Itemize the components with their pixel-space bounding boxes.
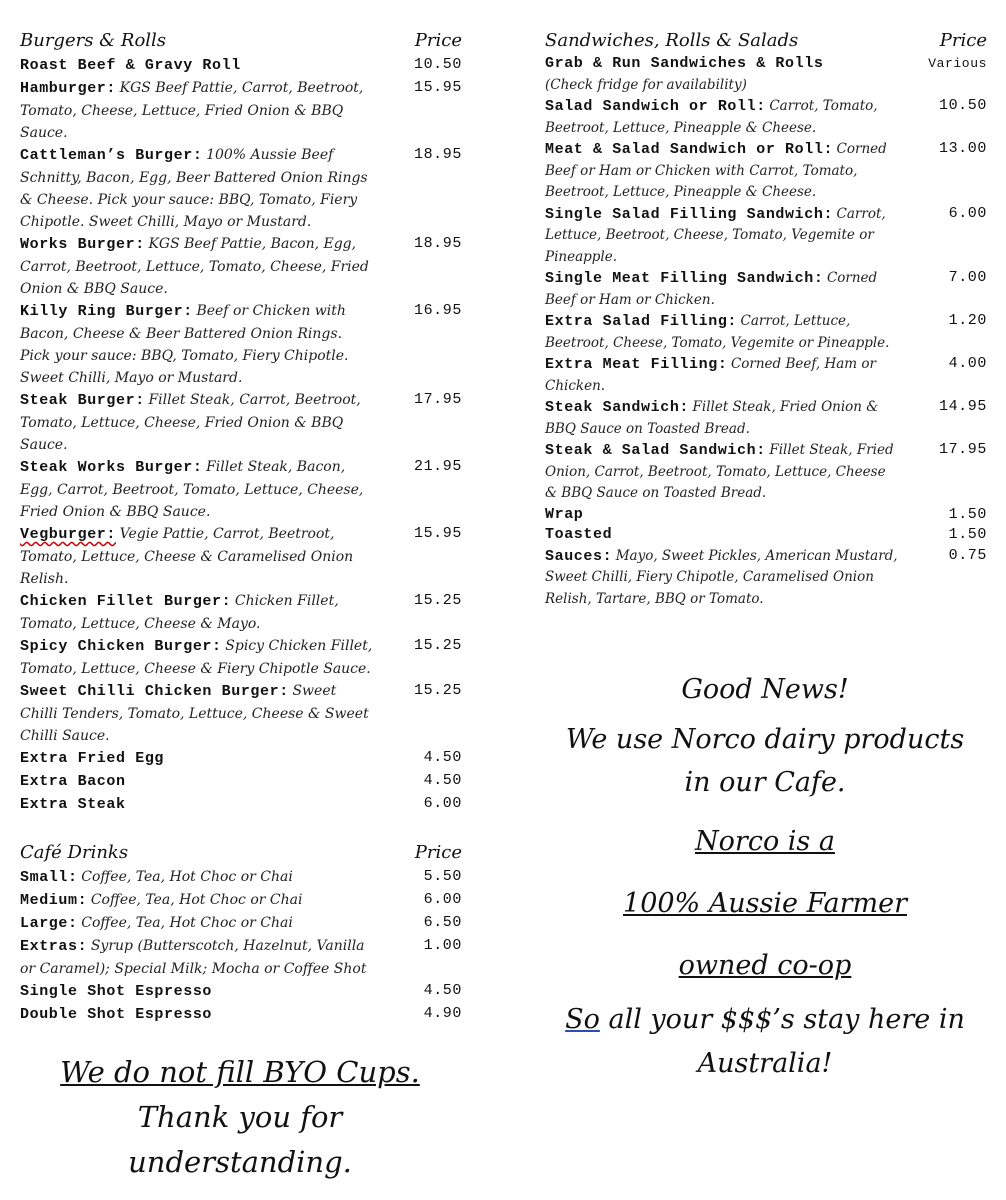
news-line-3: Norco is a: [695, 826, 835, 857]
burger-item: [20, 456, 465, 523]
sandwich-item: [545, 354, 990, 397]
burger-item-description: Fillet Steak, Carrot, Beetroot, Tomato, Lettuce, Cheese, Fried Onion & BBQ Sauce.: [20, 392, 361, 453]
drink-item: [20, 889, 465, 912]
burger-item-description: Spicy Chicken Fillet, Tomato, Lettuce, Cheese & Fiery Chipotle Sauce.: [20, 638, 373, 677]
burger-item-price: 15.25: [413, 682, 462, 699]
drink-item-name: Extras:: [20, 938, 88, 955]
burgers-list: [20, 54, 465, 816]
drink-item-description: Coffee, Tea, Hot Choc or Chai: [90, 892, 303, 908]
burger-item-name: Works Burger:: [20, 236, 145, 253]
sandwich-item-description: Corned Beef or Ham or Chicken.: [545, 270, 878, 308]
sandwich-item-price: 1.20: [948, 312, 987, 329]
sandwich-item-name: Wrap: [545, 505, 584, 523]
sandwich-item-name: Extra Meat Filling:: [545, 356, 728, 373]
sandwich-item: [545, 440, 990, 505]
burger-item-price: 10.50: [413, 56, 462, 73]
burger-item-price: 15.25: [413, 592, 462, 609]
burger-item-name: Sweet Chilli Chicken Burger:: [20, 683, 289, 700]
drink-item-name: Small:: [20, 869, 78, 886]
sandwiches-price-header: Price: [939, 30, 987, 51]
burger-item-name: Steak Burger:: [20, 392, 145, 409]
norco-notice: [555, 668, 975, 1086]
sandwiches-list: [545, 54, 990, 610]
sandwich-item: [545, 546, 990, 611]
sandwich-item-price: 4.00: [948, 355, 987, 372]
drink-item-price: 4.90: [423, 1005, 462, 1022]
sandwich-item-name: Meat & Salad Sandwich or Roll:: [545, 141, 834, 158]
burger-item-description: Fillet Steak, Bacon, Egg, Carrot, Beetroot, Tomato, Lettuce, Cheese, Fried Onion & BBQ Sauce.: [20, 459, 364, 520]
burger-item-price: 4.50: [423, 749, 462, 766]
drink-item-name: Medium:: [20, 892, 88, 909]
byo-line-1: We do not fill BYO Cups.: [60, 1055, 420, 1089]
drink-item-price: 4.50: [423, 982, 462, 999]
drink-item-price: 1.00: [423, 937, 462, 954]
sandwich-item-description: Mayo, Sweet Pickles, American Mustard, Sweet Chilli, Fiery Chipotle, Caramelised Onion Relish, Tartare, BBQ or Tomato.: [545, 547, 898, 607]
sandwich-item-description: Carrot, Tomato, Beetroot, Lettuce, Pineapple & Cheese.: [545, 98, 878, 136]
byo-line-2: Thank you for: [137, 1100, 343, 1134]
drink-item: [20, 866, 465, 889]
burger-item-price: 4.50: [423, 772, 462, 789]
news-line-4: 100% Aussie Farmer: [623, 888, 907, 919]
sandwich-item: [545, 54, 990, 75]
sandwich-item: [545, 204, 990, 269]
burger-item-name: Spicy Chicken Burger:: [20, 638, 222, 655]
sandwich-item-description: Fillet Steak, Fried Onion, Carrot, Beetroot, Tomato, Lettuce, Cheese & BBQ Sauce on Toasted Bread.: [545, 442, 894, 501]
sandwich-item-price: 6.00: [948, 204, 987, 222]
burger-item-price: 16.95: [413, 302, 462, 319]
burger-item: [20, 300, 465, 389]
right-column: [545, 30, 990, 610]
news-line-6: [555, 998, 975, 1086]
drink-item-description: Coffee, Tea, Hot Choc or Chai: [81, 869, 293, 885]
sandwiches-section-header: [545, 30, 990, 54]
sandwich-item-description: Corned Beef, Ham or Chicken.: [545, 356, 876, 394]
burger-item-price: 6.00: [423, 795, 462, 812]
burger-item-name: Extra Fried Egg: [20, 750, 165, 767]
news-line-5: owned co-op: [678, 950, 852, 981]
drink-item-name: Single Shot Espresso: [20, 983, 213, 1000]
news-line-1: Good News!: [681, 674, 849, 705]
burger-item-name: Vegburger:: [20, 526, 117, 543]
drink-item: [20, 912, 465, 935]
burger-item-name: Roast Beef & Gravy Roll: [20, 57, 241, 74]
sandwich-item-price: 14.95: [938, 398, 987, 415]
burgers-section-header: [20, 30, 465, 54]
drink-item-price: 5.50: [423, 868, 462, 885]
burger-item-price: 17.95: [413, 391, 462, 408]
sandwich-item-name: Extra Salad Filling:: [545, 313, 738, 330]
burger-item: [20, 389, 465, 456]
sandwich-item-name: Single Meat Filling Sandwich:: [545, 270, 824, 287]
drink-item-price: 6.00: [423, 891, 462, 908]
byo-line-3: understanding.: [128, 1145, 352, 1179]
burger-item-description: Vegie Pattie, Carrot, Beetroot, Tomato, Lettuce, Cheese & Caramelised Onion Relish.: [20, 526, 354, 587]
sandwich-item-description: Corned Beef or Ham or Chicken with Carrot, Tomato, Beetroot, Lettuce, Pineapple & Cheese.: [545, 141, 887, 200]
left-column: [20, 30, 465, 1026]
burger-item: [20, 144, 465, 233]
burger-item: [20, 747, 465, 770]
drinks-price-header: Price: [414, 842, 462, 863]
sandwich-item-price: 13.00: [938, 140, 987, 157]
burger-item: [20, 770, 465, 793]
burger-item-name: Chicken Fillet Burger:: [20, 593, 232, 610]
drinks-section-title: Café Drinks: [20, 842, 129, 863]
sandwich-item: [545, 525, 990, 546]
burger-item-price: 15.25: [413, 637, 462, 654]
sandwich-item: [545, 96, 990, 139]
sandwich-item-price: 1.50: [948, 505, 987, 523]
sandwich-item-name: Salad Sandwich or Roll:: [545, 98, 766, 115]
sandwich-item: [545, 139, 990, 204]
burger-item-description: Beef or Chicken with Bacon, Cheese & Beer Battered Onion Rings. Pick your sauce: BBQ, Tomato, Fiery Chipotle. Sweet Chilli, Mayo or Mustard.: [20, 303, 349, 386]
drink-item-name: Large:: [20, 915, 78, 932]
sandwich-item: [545, 268, 990, 311]
burger-item: [20, 523, 465, 590]
burger-item-price: 21.95: [413, 458, 462, 475]
burger-item-name: Hamburger:: [20, 80, 117, 97]
burger-item-price: 18.95: [413, 146, 462, 163]
news-line-6-rest: all your $$$’s stay here in Australia!: [599, 1004, 965, 1079]
burgers-price-header: Price: [414, 30, 462, 51]
drink-item-name: Double Shot Espresso: [20, 1006, 213, 1023]
drink-item-description: Syrup (Butterscotch, Hazelnut, Vanilla or Caramel); Special Milk; Mocha or Coffee Shot: [20, 938, 367, 977]
burger-item-name: Cattleman’s Burger:: [20, 147, 203, 164]
burger-item-price: 18.95: [413, 235, 462, 252]
burger-item: [20, 233, 465, 300]
burgers-section-title: Burgers & Rolls: [20, 30, 167, 51]
sandwich-item-description: Carrot, Lettuce, Beetroot, Cheese, Tomato, Vegemite or Pineapple.: [545, 313, 890, 351]
burger-item-description: Chicken Fillet, Tomato, Lettuce, Cheese & Mayo.: [20, 593, 339, 632]
burger-item-description: Sweet Chilli Tenders, Tomato, Lettuce, Cheese & Sweet Chilli Sauce.: [20, 683, 369, 744]
drinks-section-header: [20, 842, 465, 866]
drink-item: [20, 1003, 465, 1026]
drink-item-description: Coffee, Tea, Hot Choc or Chai: [81, 915, 293, 931]
sandwich-item-name: Steak & Salad Sandwich:: [545, 442, 766, 459]
burger-item-name: Extra Bacon: [20, 773, 126, 790]
sandwich-item-name: Sauces:: [545, 547, 613, 565]
burger-item-name: Steak Works Burger:: [20, 459, 203, 476]
burger-item: [20, 77, 465, 144]
burger-item-price: 15.95: [413, 79, 462, 96]
burger-item-description: 100% Aussie Beef Schnitty, Bacon, Egg, Beer Battered Onion Rings & Cheese. Pick your sauce: BBQ, Tomato, Fiery Chipotle. Sweet Chilli, Mayo or Mustard.: [20, 147, 368, 230]
sandwich-item: [545, 505, 990, 526]
news-so-word: So: [565, 1004, 600, 1035]
news-line-2: We use Norco dairy products in our Cafe.: [565, 724, 965, 798]
sandwich-item-price: Various: [928, 56, 987, 71]
sandwich-item-price: 17.95: [938, 441, 987, 458]
sandwich-item: [545, 397, 990, 440]
burger-item: [20, 635, 465, 680]
drink-item-price: 6.50: [423, 914, 462, 931]
sandwich-item: [545, 75, 990, 97]
sandwich-item-price: 0.75: [948, 546, 987, 564]
burger-item: [20, 590, 465, 635]
sandwich-item: [545, 311, 990, 354]
sandwich-item-name: Toasted: [545, 526, 613, 543]
burger-item-description: KGS Beef Pattie, Carrot, Beetroot, Tomato, Cheese, Lettuce, Fried Onion & BBQ Sauce.: [20, 80, 364, 141]
sandwich-item-description: Carrot, Lettuce, Beetroot, Cheese, Tomato, Vegemite or Pineapple.: [545, 205, 886, 265]
drink-item: [20, 980, 465, 1003]
burger-item-name: Killy Ring Burger:: [20, 303, 193, 320]
sandwich-item-price: 10.50: [938, 97, 987, 114]
sandwich-item-name: Single Salad Filling Sandwich:: [545, 205, 834, 223]
burger-item-price: 15.95: [413, 525, 462, 542]
sandwich-item-name: Steak Sandwich:: [545, 399, 690, 416]
burger-item-name: Extra Steak: [20, 796, 126, 813]
sandwich-item-price: 7.00: [948, 269, 987, 286]
burger-item: [20, 793, 465, 816]
drink-item: [20, 935, 465, 980]
drinks-list: [20, 866, 465, 1026]
burger-item-description: KGS Beef Pattie, Bacon, Egg, Carrot, Beetroot, Lettuce, Tomato, Cheese, Fried Onion & BBQ Sauce.: [20, 236, 369, 297]
byo-notice: [30, 1050, 450, 1185]
sandwiches-section-title: Sandwiches, Rolls & Salads: [545, 30, 799, 51]
sandwich-item-description: (Check fridge for availability): [545, 76, 747, 93]
sandwich-item-name: Grab & Run Sandwiches & Rolls: [545, 55, 824, 72]
burger-item: [20, 680, 465, 747]
burger-item: [20, 54, 465, 77]
sandwich-item-description: Fillet Steak, Fried Onion & BBQ Sauce on Toasted Bread.: [545, 399, 879, 437]
sandwich-item-price: 1.50: [948, 526, 987, 543]
